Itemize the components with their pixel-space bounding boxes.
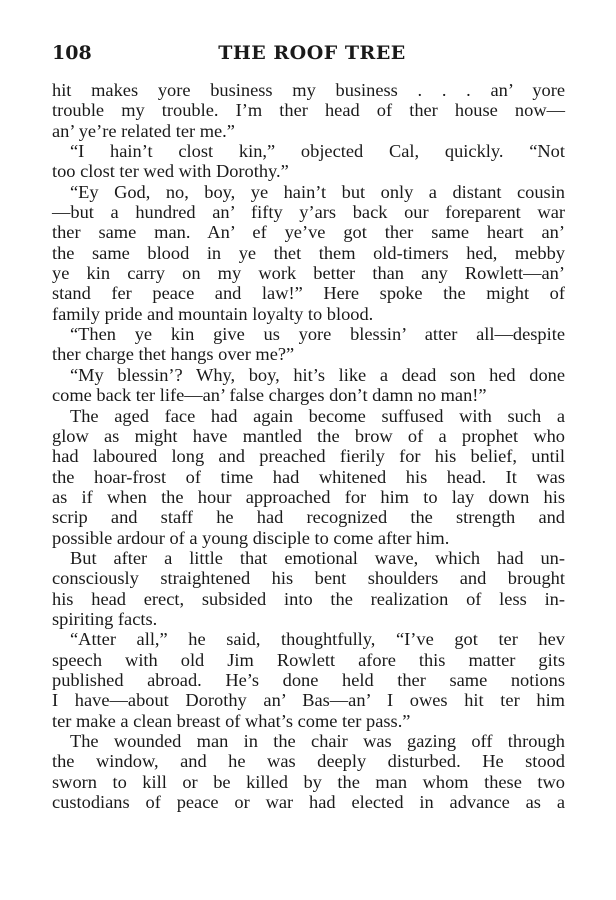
text-line: come back ter life—an’ false charges don’t damn no man!” [52,385,487,406]
text-line: trouble my trouble. I’m ther head of ther house now— [52,100,565,121]
text-line: —but a hundred an’ fifty y’ars back our foreparent war [52,202,565,223]
text-line: “Ey God, no, boy, ye hain’t but only a distant cousin [70,181,565,202]
text-line: “I hain’t clost kin,” objected Cal, quickly. “Not [70,141,565,162]
text-line: I have—about Dorothy an’ Bas—an’ I owes hit ter him [52,690,565,711]
text-line: hit makes yore business my business . . . an’ yore [52,80,565,100]
text-line: spiriting facts. [52,608,158,629]
body-text [52,80,565,812]
text-line: had laboured long and preached fierily for his belief, until [52,446,565,467]
text-line: the same blood in ye thet them old-timers hed, mebby [52,242,565,263]
text-line: ther same man. An’ ef ye’ve got ther same heart an’ [52,222,565,243]
text-line: sworn to kill or be killed by the man whom these two [52,771,565,792]
running-head: THE ROOF TREE [218,42,406,64]
text-line: glow as might have mantled the brow of a prophet who [52,425,565,446]
text-line: scrip and staff he had recognized the strength and [52,507,565,528]
text-line: The aged face had again become suffused with such a [70,405,565,426]
text-line: But after a little that emotional wave, which had un- [70,547,565,568]
text-line: the hoar-frost of time had whitened his head. It was [52,466,565,487]
text-line: stand fer peace and law!” Here spoke the might of [52,283,565,304]
text-line: “Atter all,” he said, thoughtfully, “I’ve got ter hev [70,629,565,650]
text-line: speech with old Jim Rowlett afore this matter gits [52,649,565,670]
text-line: ther charge thet hangs over me?” [52,344,295,365]
text-line: his head erect, subsided into the realization of less in- [52,588,565,609]
page-header [52,40,572,66]
text-line: possible ardour of a young disciple to come after him. [52,527,450,548]
text-line: family pride and mountain loyalty to blood. [52,303,374,324]
text-line: ye kin carry on my work better than any Rowlett—an’ [52,263,565,284]
text-line: “My blessin’? Why, boy, hit’s like a dead son hed done [70,364,565,385]
text-line: as if when the hour approached for him to lay down his [52,486,565,507]
page-number: 108 [52,42,92,64]
text-line: the window, and he was deeply disturbed. He stood [52,751,565,772]
text-line: The wounded man in the chair was gazing off through [70,731,565,751]
text-line: too clost ter wed with Dorothy.” [52,161,289,182]
text-line: ter make a clean breast of what’s come ter pass.” [52,710,411,731]
text-line: an’ ye’re related ter me.” [52,120,235,141]
text-line: published abroad. He’s done held ther same notions [52,669,565,690]
text-line: custodians of peace or war had elected in advance as a [52,792,565,813]
text-line: “Then ye kin give us yore blessin’ atter all—despite [70,324,565,345]
text-line: consciously straightened his bent shoulders and brought [52,568,565,589]
